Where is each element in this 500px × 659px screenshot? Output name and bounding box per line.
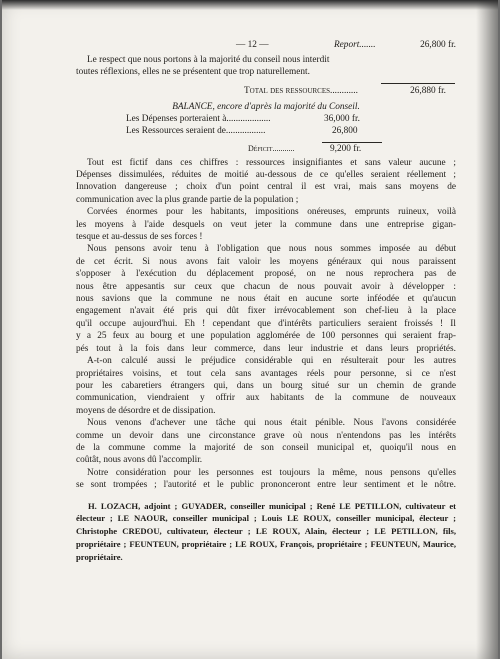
ressources-amount: 26,800 (332, 126, 358, 137)
text-line: les moyens à l'aide desquels on veut jeter la commune dans une entreprise gigan- (76, 219, 456, 230)
deficit-row (76, 139, 456, 157)
depenses-row (76, 114, 456, 126)
text-line: moyens de désordre et de dissipation. (76, 405, 216, 416)
report-amount: 26,800 fr. (420, 40, 456, 50)
intro-paragraph (76, 54, 456, 79)
text-line: se sont trompées ; l'autorité et le public prononceront entre leur sentiment et le nôtre. (76, 480, 456, 491)
text-line: y a 25 feux au bourg et une population agglomérée de 100 personnes qui seraient frap- (76, 331, 456, 342)
page-number: — 12 — (236, 40, 269, 50)
text-line: de cet écrit. Si nous avons fait valoir les moyens généraux qui nous paraissent (76, 256, 456, 267)
ressources-row (76, 126, 456, 138)
depenses-amount: 36,000 fr. (324, 113, 360, 124)
text-line: de la commune comme la majorité de son conseil municipal et, quoiqu'il nous en (76, 442, 456, 453)
intro-line: toutes réflexions, elles ne se présentent que trop naturellement. (76, 67, 310, 78)
paragraph-consideration (76, 467, 456, 492)
text-line: Corvées énormes pour les habitants, impositions onéreuses, emprunts ruineux, voilà (87, 207, 456, 218)
text-line: A-t-on calculé aussi le préjudice considérable qui en résulterait pour les autres (87, 356, 456, 367)
text-line: Innovation dangereuse ; choix d'un point central il est vrai, mais sans moyens de (76, 182, 456, 193)
report-label: Report....... (334, 40, 376, 50)
text-line: coûtât, nous avons dû l'accomplir. (76, 455, 203, 466)
intro-line: Le respect que nous portons à la majorité du conseil nous interdit (87, 55, 330, 65)
paragraph-fictif (76, 157, 456, 207)
text-line: pés tout à la fois dans leur commerce, dans leur industrie et dans leurs propriétés. (76, 343, 456, 354)
text-line: Nous venons d'achever une tâche qui nous était pénible. Nous l'avons considérée (87, 418, 456, 429)
scan-top-shadow (2, 0, 498, 10)
text-line: communication, viendraient y offrir aux habitants de la commune de nouveaux (76, 393, 456, 404)
text-line: Tout est fictif dans ces chiffres : ressources insignifiantes et sans valeur aucune ; (87, 157, 456, 168)
text-line: comme un devoir dans une circonstance grave où nous n'entendons pas les intérêts (76, 430, 456, 441)
text-line: propriétaires voisins, et tout cela sans avantages réels pour personne, si ce n'est (76, 368, 456, 379)
page-content (76, 40, 456, 564)
text-line: Dépenses dissimulées, réduites de moitié au-dessous de ce qu'elles seraient réellement ; (76, 170, 456, 180)
text-line: pour les cabaretiers étrangers qui, dans un bourg situé sur un chemin de grande (76, 380, 456, 391)
document-page (2, 0, 498, 659)
text-line: Notre considération pour les personnes est toujours la même, nous pensons qu'elles (87, 467, 456, 478)
text-line: s'opposer à l'exécution du déplacement proposé, on ne nous reprochera pas de (76, 269, 456, 280)
depenses-label: Les Dépenses porteraient à................... (126, 113, 271, 124)
paragraph-corvees (76, 206, 456, 243)
total-label: Total des ressources............ (244, 85, 358, 96)
paragraph-obligation (76, 243, 456, 417)
text-line: tesque et au-dessus de ses forces ! (76, 232, 203, 243)
balance-title: BALANCE, encore d'après la majorité du Conseil. (172, 101, 360, 112)
paragraph-tache (76, 417, 456, 467)
text-line: qu'il occupe aujourd'hui. Eh ! cependant que d'intérêts particuliers seraient froissés ! Il (76, 318, 456, 329)
text-line: nous savions que la commune ne nous était en aucune sorte inféodée et qu'aucun (76, 294, 456, 305)
text-line: engagement n'avait été pris qui dût fixer irrévocablement son chef-lieu à la place (76, 306, 456, 317)
total-amount: 26,880 fr. (410, 85, 446, 96)
deficit-rule (322, 142, 382, 143)
total-block (76, 79, 456, 101)
scan-right-shadow (476, 0, 498, 659)
text-line: nous être appesantis sur ceux que chacun de nous pouvait avoir à développer : (76, 281, 456, 292)
signatories: H. LOZACH, adjoint ; GUYADER, conseiller municipal ; René LE PETILLON, cultivateur et électeur ; LE NAOUR, conseiller municipal ; Louis LE ROUX, conseiller municipal, électeur ; Christophe CREDOU, cultivateur, électeur ; LE ROUX, Alain, électeur ; LE PETILLON, fils, propriétaire ; FEUNTEUN, propriétaire ; LE ROUX, François, propriétaire ; FEUNTEUN, Maurice, propriétaire. (76, 500, 456, 562)
total-rule (381, 83, 455, 84)
text-line: communication avec la plus grande partie de la population ; (76, 194, 299, 205)
deficit-label: Déficit........... (248, 143, 295, 153)
deficit-amount: 9,200 fr. (330, 143, 362, 154)
page-header (76, 40, 456, 54)
ressources-label: Les Ressources seraient de................. (126, 126, 266, 137)
text-line: Nous pensons avoir tenu à l'obligation que nous nous sommes imposée au début (87, 244, 456, 255)
